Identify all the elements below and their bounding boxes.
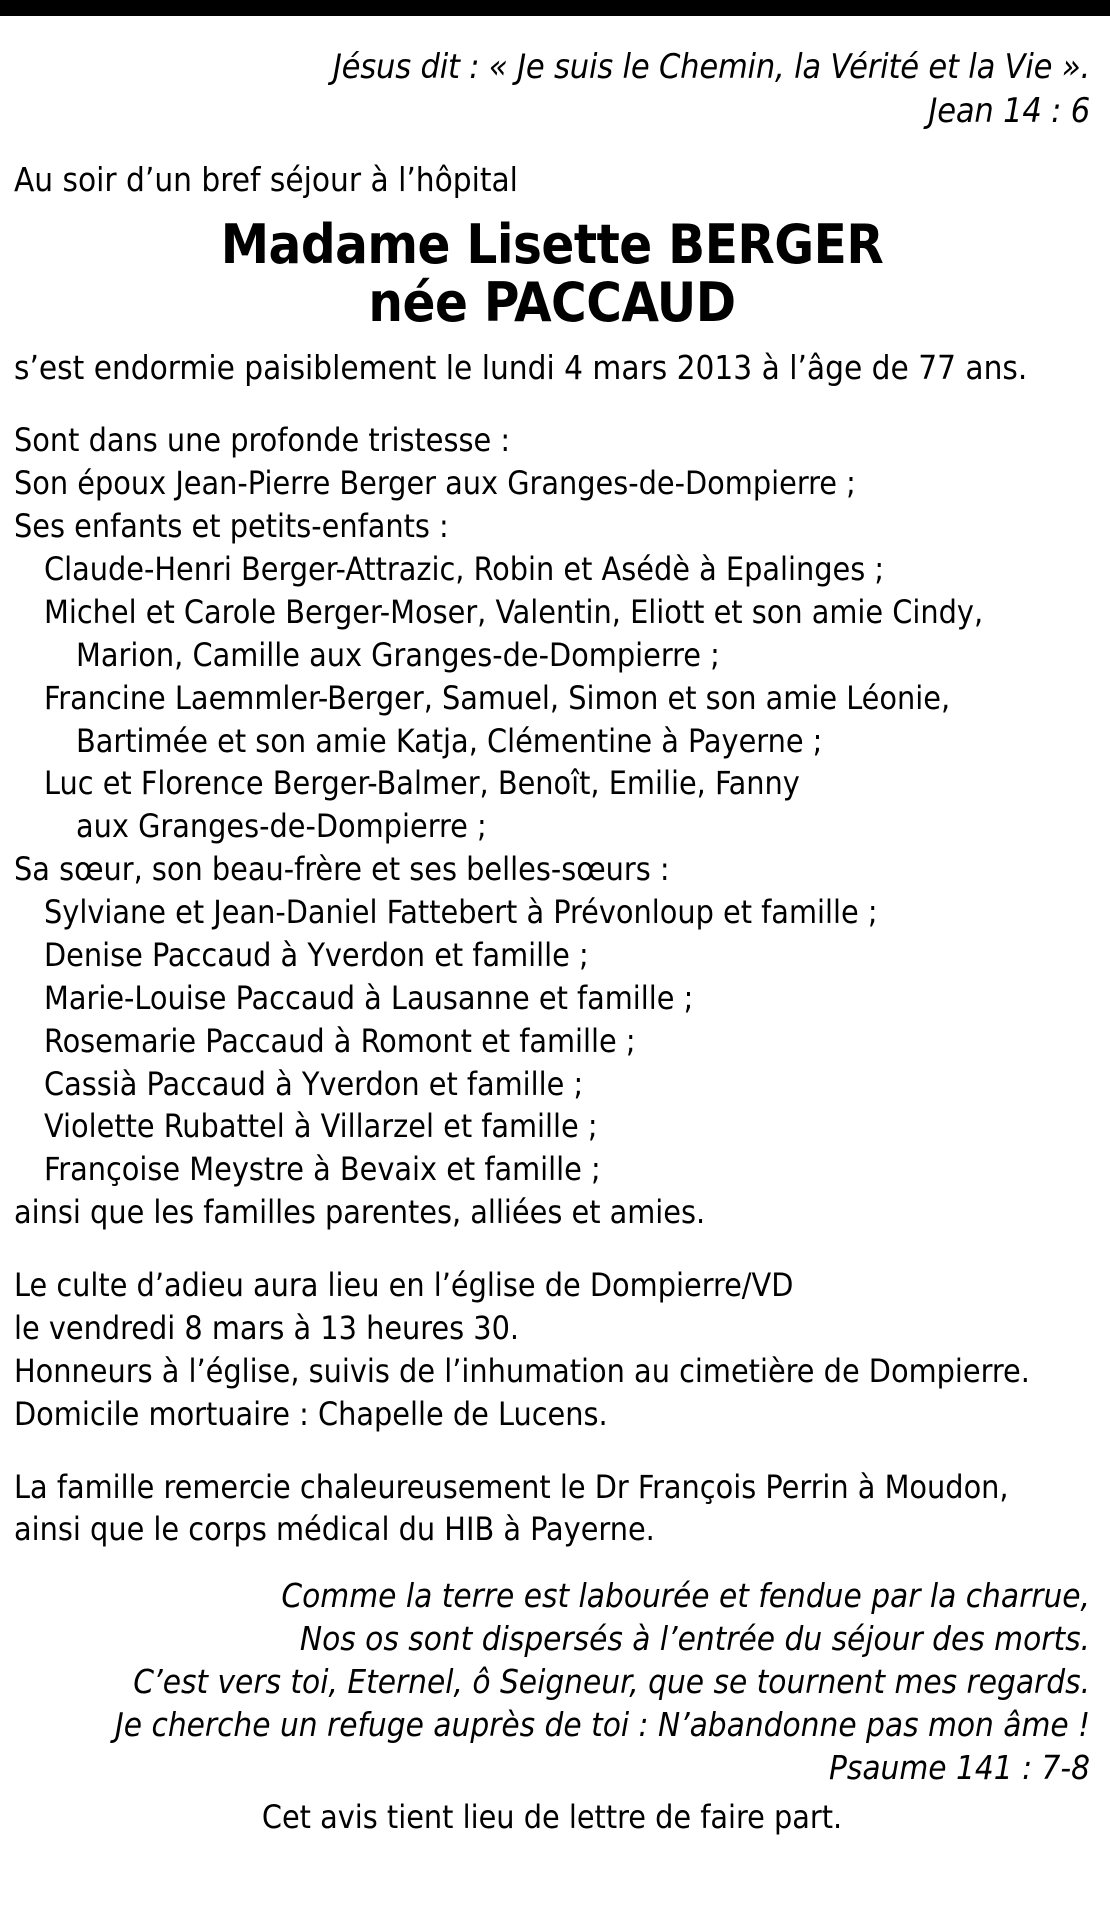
- ceremony-line: Domicile mortuaire : Chapelle de Lucens.: [14, 1394, 608, 1433]
- intro-line: Au soir d’un bref séjour à l’hôpital: [14, 160, 518, 200]
- family-line: Marion, Camille aux Granges-de-Dompierre ;: [76, 635, 720, 674]
- family-block: [14, 419, 1090, 1234]
- family-line: ainsi que les familles parentes, alliées et amies.: [14, 1193, 706, 1232]
- scripture-quote-text: Jésus dit : « Je suis le Chemin, la Vérité et la Vie ».: [332, 47, 1090, 87]
- poem-block: [14, 1575, 1090, 1789]
- ceremony-line: le vendredi 8 mars à 13 heures 30.: [14, 1308, 520, 1347]
- family-line: Luc et Florence Berger-Balmer, Benoît, Emilie, Fanny: [44, 764, 800, 803]
- notice-content: [0, 46, 1110, 1854]
- ceremony-block: [14, 1264, 1090, 1436]
- family-line: Marie-Louise Paccaud à Lausanne et famille ;: [44, 978, 694, 1017]
- thanks-line: ainsi que le corps médical du HIB à Payerne.: [14, 1510, 655, 1549]
- ceremony-line: Le culte d’adieu aura lieu en l’église de Dompierre/VD: [14, 1266, 794, 1305]
- poem-line: Nos os sont dispersés à l’entrée du séjour des morts.: [299, 1619, 1090, 1659]
- deceased-name-block: [14, 212, 1090, 335]
- family-line: Françoise Meystre à Bevaix et famille ;: [44, 1150, 601, 1189]
- poem-line: Je cherche un refuge auprès de toi : N’abandonne pas mon âme !: [115, 1704, 1090, 1744]
- family-line: Francine Laemmler-Berger, Samuel, Simon et son amie Léonie,: [44, 678, 951, 717]
- death-date-line: s’est endormie paisiblement le lundi 4 mars 2013 à l’âge de 77 ans.: [14, 347, 1028, 387]
- closing-line: Cet avis tient lieu de lettre de faire part.: [261, 1797, 843, 1836]
- family-line: Sylviane et Jean-Daniel Fattebert à Prévonloup et famille ;: [44, 893, 878, 932]
- family-line: Ses enfants et petits-enfants :: [14, 507, 449, 546]
- family-line: Cassià Paccaud à Yverdon et famille ;: [44, 1064, 584, 1103]
- family-heading: Sont dans une profonde tristesse :: [14, 421, 511, 460]
- family-line: Denise Paccaud à Yverdon et famille ;: [44, 935, 589, 974]
- thanks-block: [14, 1466, 1090, 1552]
- deceased-name-line-1: Madame Lisette BERGER: [220, 212, 884, 276]
- poem-line: Comme la terre est labourée et fendue par la charrue,: [281, 1576, 1090, 1616]
- deceased-name-line-2: née PACCAUD: [368, 271, 736, 335]
- family-line: Violette Rubattel à Villarzel et famille ;: [44, 1107, 598, 1146]
- poem-reference: Psaume 141 : 7-8: [828, 1747, 1090, 1787]
- scripture-quote-block: [14, 46, 1090, 133]
- ceremony-line: Honneurs à l’église, suivis de l’inhumation au cimetière de Dompierre.: [14, 1351, 1030, 1390]
- family-line: Michel et Carole Berger-Moser, Valentin, Eliott et son amie Cindy,: [44, 592, 984, 631]
- thanks-line: La famille remercie chaleureusement le Dr François Perrin à Moudon,: [14, 1467, 1009, 1506]
- family-line: Sa sœur, son beau-frère et ses belles-sœurs :: [14, 850, 670, 889]
- top-black-bar: [0, 0, 1110, 16]
- family-line: Bartimée et son amie Katja, Clémentine à Payerne ;: [76, 721, 823, 760]
- family-line: Son époux Jean-Pierre Berger aux Granges-de-Dompierre ;: [14, 464, 856, 503]
- family-line: Claude-Henri Berger-Attrazic, Robin et Asédè à Epalinges ;: [44, 550, 885, 589]
- poem-line: C’est vers toi, Eternel, ô Seigneur, que se tournent mes regards.: [133, 1662, 1090, 1702]
- family-line: Rosemarie Paccaud à Romont et famille ;: [44, 1021, 636, 1060]
- scripture-reference: Jean 14 : 6: [928, 90, 1090, 131]
- family-line: aux Granges-de-Dompierre ;: [76, 807, 487, 846]
